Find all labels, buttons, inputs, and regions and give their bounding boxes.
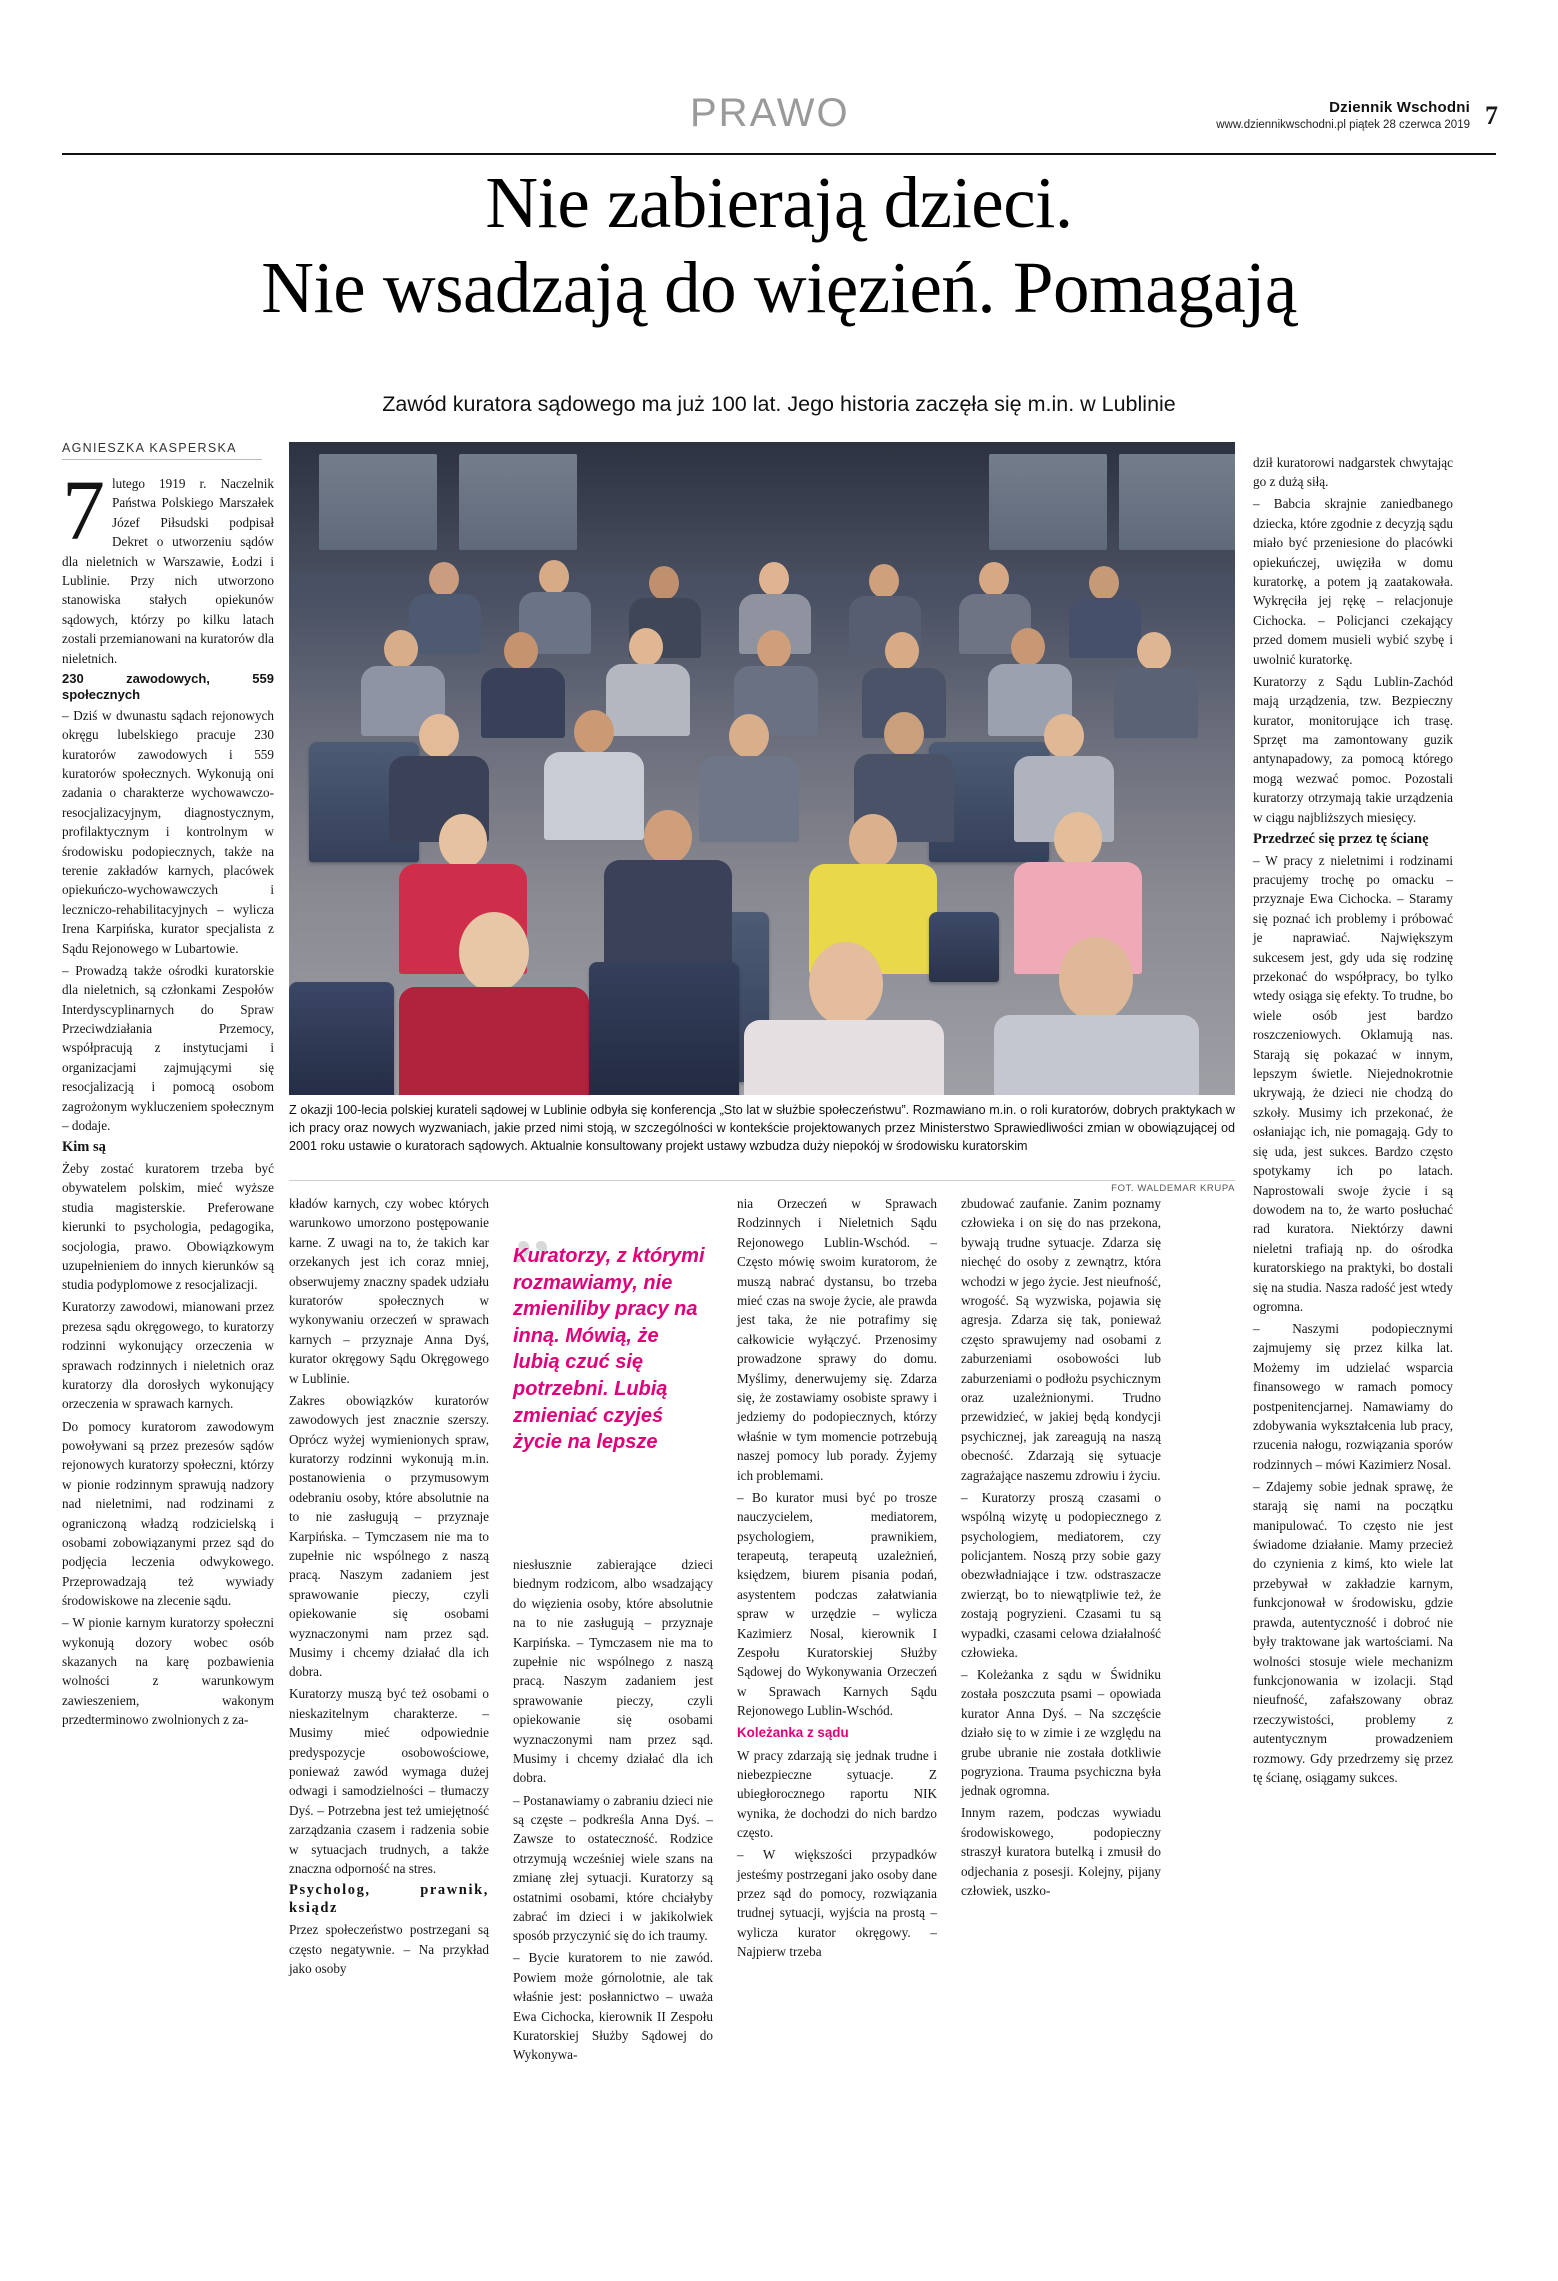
paragraph: – W większości przypadków jesteśmy postrzegani jako osoby dane przez sąd do pomocy, rozwiązania trudnej sytuacji, wyjścia na prostą – wylicza kurator okręgowy. – Najpierw trzeba	[737, 1847, 937, 1960]
paragraph: niesłusznie zabierające dzieci biednym rodzicom, albo wsadzający do więzienia osoby, które absolutnie na to nie zasługują – przyznaje Karpińska. – Tymczasem nie ma to zupełnie nic wspólnego z naszą pracą. Naszym zadaniem jest sprawowanie pieczy, czyli opiekowanie się osobami wyznaczonymi nam przez sąd. Musimy i chcemy działać dla ich dobra.	[513, 1557, 713, 1786]
conference-photo	[289, 442, 1235, 1095]
subheading-psycholog: Psycholog, prawnik, ksiądz	[289, 1882, 489, 1917]
paragraph: – Bo kurator musi być po trosze nauczycielem, mediatorem, psychologiem, prawnikiem, terapeutą, terapeutą uzależnień, księdzem, biurem pisania podań, asystentem podczas załatwiania spraw w urzędzie – wylicza Kazimierz Nosal, kierownik I Zespołu Kuratorskiej Służby Sądowej do Wykonywania Orzeczeń w Sprawach Karnych Sądu Rejonowego Lublin-Wschód.	[737, 1489, 937, 1719]
masthead-info	[1216, 99, 1496, 131]
paragraph: – Naszymi podopiecznymi zajmujemy się przez kilka lat. Możemy im udzielać wsparcia finansowego w ramach pomocy postpenitencjarnej. Namawiamy do zdobywania wykształcenia lub pracy, rzucenia nałogu, rozwiązania sporów rodzinnych – mówi Kazimierz Nosal.	[1253, 1320, 1453, 1472]
headline-line-1: Nie zabierają dzieci.	[485, 162, 1073, 243]
paragraph: Innym razem, podczas wywiadu środowiskowego, podopieczny straszył kuratora butelką i zmusił do odjechania z posesji. Kolejny, pijany człowiek, uszko-	[961, 1805, 1161, 1899]
headline-deck: Zawód kuratora sądowego ma już 100 lat. Jego historia zaczęła się m.in. w Lublinie	[382, 392, 1176, 416]
section-label: PRAWO	[690, 91, 850, 135]
masthead	[62, 91, 1498, 155]
photo-caption: Z okazji 100-lecia polskiej kurateli sądowej w Lublinie odbyła się konferencja „Sto lat w służbie społeczeństwu”. Rozmawiano m.in. o roli kuratorów, dobrych praktykach w ich pracy oraz nowych wyzwaniach, jakie przed nimi stoją, w szczególności w kontekście projektowanych przez Ministerstwo Sprawiedliwości zmian w obowiązującej od 2001 roku ustawie o kuratorach sądowych. Aktualnie konsultowany projekt ustawy wzbudza duży niepokój w środowisku kuratorskim	[289, 1103, 1235, 1153]
lead-paragraph	[62, 462, 274, 668]
article-column-2	[289, 1194, 489, 1981]
paragraph: W pracy zdarzają się jednak trudne i niebezpieczne sytuacje. Z ubiegłorocznego raportu NIK wynika, że dochodzi do nich bardzo często.	[737, 1747, 937, 1841]
website-date: www.dziennikwschodni.pl piątek 28 czerwca 2019	[1216, 119, 1470, 131]
page-title	[62, 160, 1496, 331]
subheading-przedrzec: Przedrzeć się przez tę ścianę	[1253, 830, 1429, 847]
pull-quote: Kuratorzy, z którymi rozmawiamy, nie zmieniliby pracy na inną. Mówią, że lubią czuć się potrzebni. Lubią zmieniać czyjeś życie na lepsze	[513, 1245, 705, 1454]
subheading-230: 230 zawodowych, 559 społecznych	[62, 670, 274, 702]
paragraph: – Postanawiamy o zabraniu dzieci nie są częste – podkreśla Anna Dyś. – Zawsze to ostateczność. Rodzice otrzymują wcześniej wiele szans na zmianę złej sytuacji. Kuratorzy są ostatnimi osobami, które chciałyby zabrać im dzieci i w jakikolwiek sposób przyczynić się do ich traumy.	[513, 1792, 713, 1944]
paper-name: Dziennik Wschodni	[1329, 99, 1470, 116]
paragraph: Zakres obowiązków kuratorów zawodowych jest znacznie szerszy. Oprócz wyżej wymienionych spraw, kuratorzy rodzinni wykonują m.in. postanowienia o przymusowym odebraniu osoby, które absolutnie na to nie zasługują – przyznaje Karpińska. – Tymczasem nie ma to zupełnie nic wspólnego z naszą pracą. Naszym zadaniem jest sprawowanie pieczy, czyli opiekowanie się osobami wyznaczonymi nam przez sąd. Musimy i chcemy działać dla ich dobra.	[289, 1392, 489, 1680]
paragraph: Kuratorzy z Sądu Lublin-Zachód mają urządzenia, tzw. Bezpieczny kurator, monitorujące ich trasę. Sprzęt ma zamontowany guzik antynapadowy, za pomocą którego mogą wezwać pomoc. Pozostali kuratorzy otrzymają takie urządzenia w ciągu najbliższych miesięcy.	[1253, 673, 1453, 825]
article-column-4	[737, 1194, 937, 1964]
paragraph: – Babcia skrajnie zaniedbanego dziecka, które zgodnie z decyzją sądu miało być przeniesione do placówki opiekuńczej, uwięziła w domu kuratorkę, a potem ją zaatakowała. Wykręciła jej rękę – relacjonuje Cichocka. – Policjanci czekający przed domem musieli wybić szybę i uwolnić kuratorkę.	[1253, 496, 1453, 667]
subheading-kim-sa: Kim są	[62, 1138, 106, 1155]
lead-text: lutego 1919 r. Naczelnik Państwa Polskiego Marszałek Józef Piłsudski podpisał Dekret o utworzeniu sądów dla nieletnich w Warszawie, Łodzi i Lublinie. Przy nich utworzono stanowiska stałych opiekunów sądowych, którzy po kilku latach zostali przemianowani na kuratorów dla nieletnich.	[62, 476, 274, 666]
page-number: 7	[1485, 101, 1498, 130]
headline-line-2: Nie wsadzają do więzień. Pomagają	[261, 247, 1297, 329]
paragraph: Kuratorzy zawodowi, mianowani przez prezesa sądu okręgowego, to kuratorzy rodzinni wykonujący orzeczenia w sprawach rodzinnych i nieletnich oraz kuratorzy dla dorosłych wykonujący orzeczenia w sprawach karnych.	[62, 1299, 274, 1412]
paragraph: – Koleżanka z sądu w Świdniku została poszczuta psami – opowiada kurator Anna Dyś. – Na szczęście działo się to w zimie i ze względu na grube ubranie nie została dotkliwie pogryziona. Trauma psychiczna była jednak ogromna.	[961, 1667, 1161, 1799]
paragraph: – W pracy z nieletnimi i rodzinami pracujemy trochę po omacku – przyznaje Ewa Cichocka. – Staramy się poznać ich problemy i próbować je naprawiać. Największym sukcesem jest, gdy uda się rodzinę przekonać do współpracy, bo tylko wtedy osiąga się efekty. To trudne, bo wiele osób jest bardzo roszczeniowych. Oklamują nas. Starają się pokazać w innym, lepszym świetle. Niejednokrotnie ukrywają, że dzieci nie chodzą do szkoły. Musimy ich przekonać, że osłaniając ich, nie pomagają. Gdy to się uda, jest sukces. Bardzo często spotykamy ich po latach. Naprostowali swoje życie i są dowodem na to, że warto posłuchać rad kuratora. Niektórzy dawni nieletni trafiają np. do ośrodka kuratorskiego na praktyki, bo dostali się na studia. Nasza radość jest wtedy ogromna.	[1253, 852, 1453, 1314]
article-column-5	[961, 1194, 1161, 1903]
paragraph: kładów karnych, czy wobec których warunkowo umorzono postępowanie karne. Z uwagi na to, że takich kar orzekanych jest ich coraz mniej, obserwujemy znaczny spadek udziału kuratorów społecznych w wykonywaniu orzeczeń w sprawach karnych – przyznaje Anna Dyś, kurator okręgowy Sądu Okręgowego w Lublinie.	[289, 1196, 489, 1386]
paragraph: nia Orzeczeń w Sprawach Rodzinnych i Nieletnich Sądu Rejonowego Lublin-Wschód. – Często mówię swoim kuratorom, że muszą nabrać dystansu, bo trzeba mieć czas na swoje życie, ale prawda jest taka, że nie potrafimy się całkowicie wyłączyć. Przenosimy prowadzone sprawy do domu. Myślimy, denerwujemy się. Zdarza się, że zostawiamy osobiste sprawy i jedziemy do podopiecznych, którzy właśnie w tym momencie potrzebują naszej pomocy lub porady. Żyjemy ich problemami.	[737, 1196, 937, 1483]
article-column-3	[513, 1555, 713, 2067]
paragraph: – Bycie kuratorem to nie zawód. Powiem może górnolotnie, ale tak właśnie jest: posłannictwo – uważa Ewa Cichocka, kierownik II Zespołu Kuratorskiej Służby Sądowej do Wykonywa-	[513, 1950, 713, 2063]
paragraph: – W pionie karnym kuratorzy społeczni wykonują dozory wobec osób skazanych na karę pozbawienia wolności z warunkowym zawieszeniem, wakonym przedterminowo zwolnionych z za-	[62, 1615, 274, 1728]
article-photo-block	[289, 442, 1235, 1194]
paragraph: Przez społeczeństwo postrzegani są często negatywnie. – Na przykład jako osoby	[289, 1922, 489, 1977]
paragraph: Kuratorzy muszą być też osobami o nieskazitelnym charakterze. – Musimy mieć odpowiednie predyspozycje osobowościowe, ponieważ zawód wymaga dużej odwagi i samodzielności – tłumaczy Dyś. – Potrzebna jest też umiejętność zarządzania czasem i radzenia sobie w sytuacjach trudnych, a także znaczna odporność na stres.	[289, 1686, 489, 1877]
paragraph: – Prowadzą także ośrodki kuratorskie dla nieletnich, są członkami Zespołów Interdyscyplinarnych do Spraw Przeciwdziałania Przemocy, współpracują z instytucjami i organizacjami zajmującymi się resocjalizacją i pomocą osobom zagrożonym wykluczeniem społecznym – dodaje.	[62, 962, 274, 1133]
drop-cap: 7	[62, 462, 105, 558]
photo-credit: FOT. WALDEMAR KRUPA	[289, 1180, 1235, 1194]
paragraph: Żeby zostać kuratorem trzeba być obywatelem polskim, mieć wyższe studia magisterskie. Preferowane kierunki to psychologia, pedagogika, socjologia, prawo. Obowiązkowym uzupełnieniem do innych kierunków są studia podyplomowe z resocjalizacji.	[62, 1160, 274, 1293]
quote-mark-icon: „	[513, 1173, 546, 1269]
paragraph: – Zdajemy sobie jednak sprawę, że starają się nami na początku manipulować. To często nie jest świadome działanie. Mamy przecież do czynienia z kimś, kto wiele lat przebywał w zakładzie karnym, funkcjonował w środowisku, gdzie prawda, autentyczność i dobroć nie były traktowane jak wartościami. Na wolności stosuje wiele mechanizm funkcjonowania w izolacji. Stąd nieufność, zafałszowany obraz rzeczywistości, problemy z autentycznym prowadzeniem rozmowy. Gdy przedrzemy się przez tę ścianę, osiągamy sukces.	[1253, 1478, 1453, 1785]
article-column-6	[1253, 453, 1453, 1790]
paragraph: Do pomocy kuratorom zawodowym powoływani są przez prezesów sądów rejonowych kuratorzy społeczni, którzy w pionie rodzinnym sprawują nadzory nad nieletnimi, nad rodzinami z ograniczoną władzą rodzicielską i osobami zobowiązanymi przez sąd do podjęcia leczenia odwykowego. Przeprowadzają też wywiady środowiskowe na zlecenie sądu.	[62, 1418, 274, 1609]
paragraph: zbudować zaufanie. Zanim poznamy człowieka i on się do nas przekona, bywają trudne sytuacje. Zdarza się niechęć do osoby z zewnątrz, która wchodzi w jego życie. Jest nieufność, wrogość. Są wyzwiska, pojawia się agresja. Zdarza się tak, ponieważ często sprawujemy nad osobami z zaburzeniami osobowości lub zaburzeniami o podłożu psychicznym oraz uzależnionymi. Trudno przewidzieć, w jakiej będą kondycji psychicznej, jak zareagują na naszą obecność. Zdarzają się sytuacje zagrażające naszemu zdrowiu i życiu.	[961, 1196, 1161, 1483]
byline: AGNIESZKA KASPERSKA	[62, 441, 262, 460]
paragraph: – Dziś w dwunastu sądach rejonowych okręgu lubelskiego pracuje 230 kuratorów zawodowych i 559 kuratorów społecznych. Wykonują oni zadania o charakterze wychowawczo-resocjalizacyjnym, diagnostycznym, profilaktycznym i kontrolnym w środowisku podopiecznych, także na terenie zakładów karnych, placówek opiekuńczo-wychowawczych i leczniczo-rehabilitacyjnych – wylicza Irena Karpińska, kurator specjalista z Sądu Rejonowego w Lubartowie.	[62, 707, 274, 956]
paragraph: dził kuratorowi nadgarstek chwytając go z dużą siłą.	[1253, 455, 1453, 490]
paragraph: – Kuratorzy proszą czasami o wspólną wizytę u podopiecznego z psychologiem, mediatorem, czy policjantem. Noszą przy sobie gazy obezwładniające i tzw. odstraszacze zwierząt, bo to niewątpliwie też, że zostają pogryzieni. Czasami tu są wypadki, czasami celowa działalność człowieka.	[961, 1489, 1161, 1660]
subheading-kolezanka: Koleżanka z sądu	[737, 1725, 849, 1741]
article-column-1	[62, 462, 274, 1732]
